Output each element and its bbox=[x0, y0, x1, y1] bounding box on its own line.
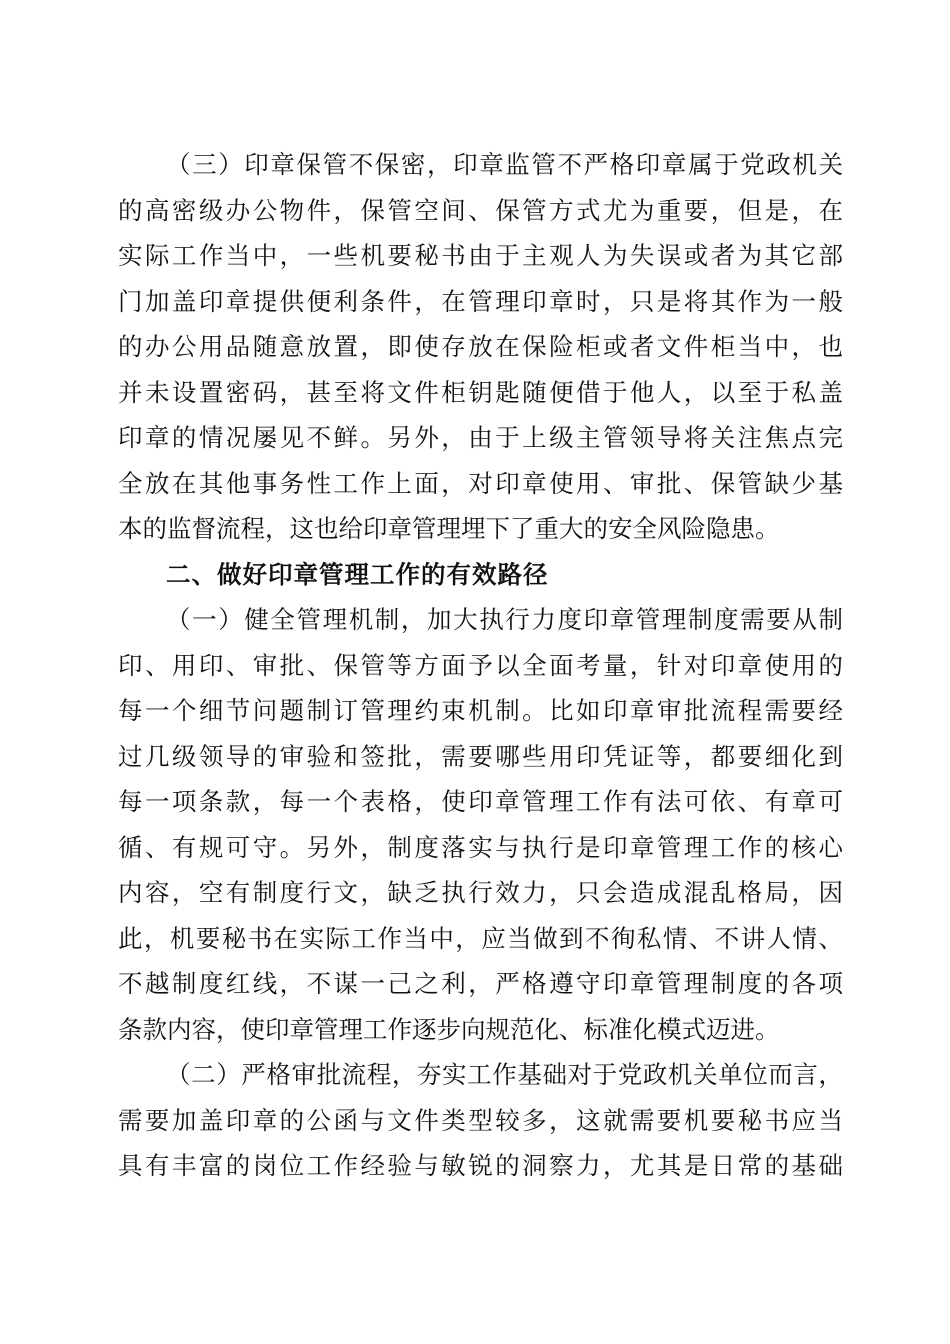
text-line: 不越制度红线，不谋一己之利，严格遵守印章管理制度的各项 bbox=[118, 969, 843, 998]
text-line: 内容，空有制度行文，缺乏执行效力，只会造成混乱格局，因 bbox=[118, 878, 843, 907]
paragraph-subsection-2 bbox=[118, 1052, 843, 1189]
text-line: 实际工作当中，一些机要秘书由于主观人为失误或者为其它部 bbox=[118, 241, 843, 270]
text-line: 需要加盖印章的公函与文件类型较多，这就需要机要秘书应当 bbox=[118, 1105, 843, 1135]
text-line: 条款内容，使印章管理工作逐步向规范化、标准化模式迈进。 bbox=[118, 1014, 780, 1044]
paragraph-subsection-1 bbox=[118, 597, 843, 1052]
text-line: 全放在其他事务性工作上面，对印章使用、审批、保管缺少基 bbox=[118, 468, 843, 498]
text-line: 门加盖印章提供便利条件，在管理印章时，只是将其作为一般 bbox=[118, 286, 843, 316]
text-line: 并未设置密码，甚至将文件柜钥匙随便借于他人，以至于私盖 bbox=[118, 377, 843, 407]
text-line: 每一项条款，每一个表格，使印章管理工作有法可依、有章可 bbox=[118, 787, 843, 816]
text-line: （一）健全管理机制，加大执行力度印章管理制度需要从制 bbox=[166, 605, 843, 634]
text-line: 的办公用品随意放置，即使存放在保险柜或者文件柜当中，也 bbox=[118, 332, 843, 361]
text-line: 循、有规可守。另外，制度落实与执行是印章管理工作的核心 bbox=[118, 832, 843, 862]
text-line: 每一个细节问题制订管理约束机制。比如印章审批流程需要经 bbox=[118, 696, 843, 725]
text-line: 的高密级办公物件，保管空间、保管方式尤为重要，但是，在 bbox=[118, 195, 843, 225]
text-line: （三）印章保管不保密，印章监管不严格印章属于党政机关 bbox=[166, 150, 843, 179]
section-heading: 二、做好印章管理工作的有效路径 bbox=[166, 559, 549, 589]
text-line: 印、用印、审批、保管等方面予以全面考量，针对印章使用的 bbox=[118, 650, 843, 680]
text-line: 具有丰富的岗位工作经验与敏锐的洞察力，尤其是日常的基础 bbox=[118, 1151, 843, 1180]
document-body bbox=[118, 142, 843, 1189]
text-line: 本的监督流程，这也给印章管理埋下了重大的安全风险隐患。 bbox=[118, 514, 780, 543]
text-line: 过几级领导的审验和签批，需要哪些用印凭证等，都要细化到 bbox=[118, 741, 843, 771]
text-line: 此，机要秘书在实际工作当中，应当做到不徇私情、不讲人情、 bbox=[118, 923, 843, 953]
text-line: 印章的情况屡见不鲜。另外，由于上级主管领导将关注焦点完 bbox=[118, 423, 843, 452]
paragraph-section-3 bbox=[118, 142, 843, 552]
text-line: （二）严格审批流程，夯实工作基础对于党政机关单位而言， bbox=[166, 1060, 843, 1089]
